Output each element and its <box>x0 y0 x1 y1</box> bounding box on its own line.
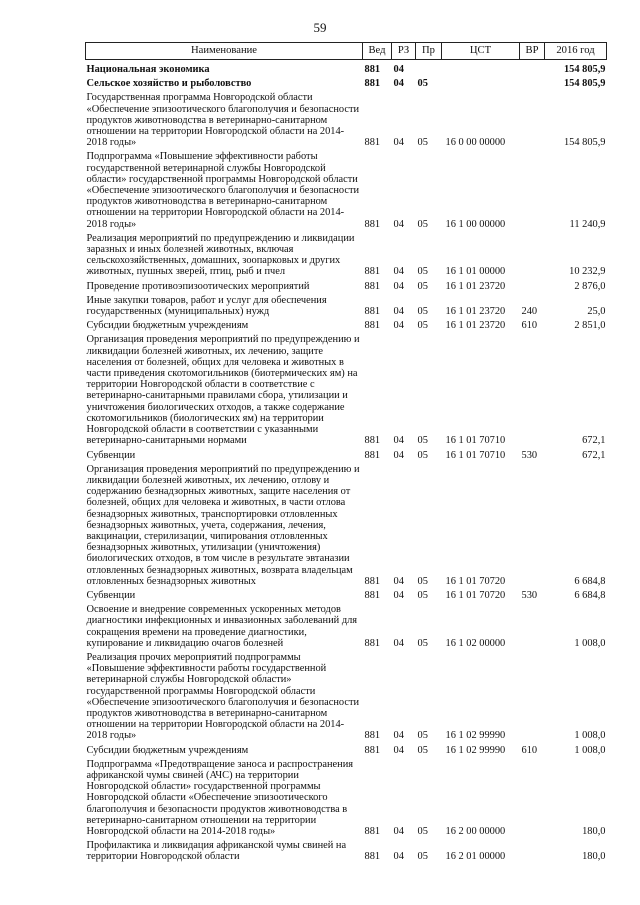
cell-vr: 530 <box>521 589 538 601</box>
cell-name: Государственная программа Новгородской области «Обеспечение эпизоотического благополучия и безопасности продуктов животноводства в ветеринарно-санитарном отношении на территории Новгородской области на 2014-2018 годы» <box>86 92 360 149</box>
cell-cst: 16 1 01 70710 <box>445 449 506 461</box>
cell-sum: 1 008,0 <box>574 744 606 756</box>
cell-cst: 16 1 01 23720 <box>445 320 506 332</box>
cell-ved: 881 <box>364 826 381 837</box>
cell-pr: 05 <box>417 137 428 149</box>
cell-pr: 05 <box>417 306 428 318</box>
cell-name: Освоение и внедрение современных ускоренных методов диагностики инфекционных и инвазионных заболеваний для сокращения времени на проведение диагностики, купирование и ликвидацию очагов болезней <box>86 604 358 649</box>
cell-vr <box>520 78 545 92</box>
cell-ved: 881 <box>364 306 381 318</box>
cell-name: Подпрограмма «Предотвращение заноса и распространения африканской чумы свиней (АЧС) на территории Новгородской области» государственной программы Новгородской области «Обеспечение эпизоотического благополучия и безопасности продуктов животноводства в ветеринарно-санитарном отношении на территории Новгородской области на 2014-2018 годы» <box>86 758 354 837</box>
cell-sum: 2 876,0 <box>574 280 606 292</box>
cell-rz: 04 <box>393 435 404 447</box>
cell-rz: 04 <box>393 575 404 587</box>
cell-pr: 05 <box>417 575 428 587</box>
cell-ved: 881 <box>364 78 381 90</box>
cell-name: Национальная экономика <box>86 64 210 75</box>
cell-ved: 881 <box>364 575 381 587</box>
table-row <box>86 334 607 449</box>
table-row <box>86 60 607 79</box>
cell-vr <box>520 151 545 232</box>
cell-ved: 881 <box>364 637 381 649</box>
table-row <box>86 295 607 320</box>
cell-ved: 881 <box>364 851 381 863</box>
cell-name: Субвенции <box>86 449 136 461</box>
table-row <box>86 78 607 92</box>
cell-rz: 04 <box>393 730 404 742</box>
cell-name: Профилактика и ликвидация африканской чумы свиней на территории Новгородской области <box>86 840 347 863</box>
cell-pr: 05 <box>417 280 428 292</box>
cell-vr <box>520 759 545 840</box>
cell-rz: 04 <box>393 851 404 863</box>
cell-sum: 11 240,9 <box>569 218 606 230</box>
cell-sum: 180,0 <box>582 851 606 863</box>
cell-vr <box>520 840 545 865</box>
cell-sum: 10 232,9 <box>569 266 606 278</box>
cell-sum: 1 008,0 <box>574 637 606 649</box>
table-row <box>86 151 607 232</box>
column-header-pr: Пр <box>416 43 442 60</box>
cell-pr: 05 <box>417 730 428 742</box>
cell-name: Субсидии бюджетным учреждениям <box>86 320 249 332</box>
cell-name: Реализация мероприятий по предупреждению и ликвидации заразных и иных болезней животных, включая сельскохозяйственных, домашних, зоопарковых и других животных, пушных зверей, птиц, рыб и пчел <box>86 232 355 278</box>
table-row <box>86 233 607 281</box>
cell-ved: 881 <box>364 266 381 278</box>
cell-name: Реализация прочих мероприятий подпрограммы «Повышение эффективности работы государственной ветеринарной службы Новгородской области» государственной программы Новгородской области «Обеспечение эпизоотического благополучия и безопасности продуктов животноводства в ветеринарно-санитарном отношении на территории Новгородской области на 2014-2018 годы» <box>86 651 360 742</box>
cell-ved: 881 <box>364 744 381 756</box>
cell-sum: 154 805,9 <box>563 78 606 90</box>
cell-ved: 881 <box>364 218 381 230</box>
cell-sum: 180,0 <box>582 826 606 837</box>
cell-cst: 16 1 01 23720 <box>445 306 506 318</box>
cell-sum: 1 008,0 <box>574 730 606 742</box>
cell-sum: 6 684,8 <box>574 575 606 587</box>
cell-pr: 05 <box>417 218 428 230</box>
cell-rz: 04 <box>393 744 404 756</box>
column-header-ved: Вед <box>363 43 392 60</box>
cell-pr: 05 <box>417 826 428 837</box>
cell-vr <box>520 233 545 281</box>
cell-ved: 881 <box>364 730 381 742</box>
cell-sum: 154 805,9 <box>563 137 606 149</box>
table-row <box>86 281 607 295</box>
cell-ved: 881 <box>364 589 381 601</box>
cell-cst: 16 0 00 00000 <box>445 137 506 149</box>
cell-rz: 04 <box>393 449 404 461</box>
cell-sum: 672,1 <box>582 449 606 461</box>
table-header-row <box>86 43 607 60</box>
cell-cst: 16 2 00 00000 <box>445 826 506 837</box>
cell-ved: 881 <box>364 449 381 461</box>
cell-ved: 881 <box>364 64 381 75</box>
column-header-rz: РЗ <box>392 43 416 60</box>
cell-rz: 04 <box>393 137 404 149</box>
cell-rz: 04 <box>393 320 404 332</box>
cell-vr <box>520 334 545 449</box>
cell-vr <box>520 60 545 79</box>
cell-pr: 05 <box>417 435 428 447</box>
cell-rz: 04 <box>393 78 404 90</box>
cell-rz: 04 <box>393 589 404 601</box>
cell-cst: 16 1 02 99990 <box>445 730 506 742</box>
cell-vr <box>520 281 545 295</box>
cell-vr <box>520 92 545 151</box>
cell-cst: 16 1 02 00000 <box>445 637 506 649</box>
cell-cst: 16 1 01 00000 <box>445 266 506 278</box>
cell-name: Иные закупки товаров, работ и услуг для обеспечения государственных (муниципальных) нужд <box>86 294 327 318</box>
cell-name: Проведение противоэпизоотических мероприятий <box>86 280 310 292</box>
cell-name: Субсидии бюджетным учреждениям <box>86 744 249 756</box>
cell-rz: 04 <box>393 64 404 75</box>
cell-cst: 16 1 00 00000 <box>445 218 506 230</box>
cell-ved: 881 <box>364 320 381 332</box>
cell-rz: 04 <box>393 637 404 649</box>
budget-table <box>85 42 607 866</box>
column-header-vr: ВР <box>520 43 545 60</box>
cell-vr <box>520 652 545 745</box>
cell-pr: 05 <box>417 320 428 332</box>
cell-rz: 04 <box>393 266 404 278</box>
cell-name: Субвенции <box>86 589 136 601</box>
table-row <box>86 450 607 464</box>
cell-name: Организация проведения мероприятий по предупреждению и ликвидации болезней животных, их лечению, защите населения от болезней, общих для человека и животных в части приведения скотомогильников (биотермических ям) на территории Новгородской области в соответствие с ветеринарно-санитарными правилами сбора, утилизации и уничтожения биологических отходов, а также содержание скотомогильников (биологических ям) на территории Новгородской области в соответствии с указанными ветеринарно-санитарными нормами <box>86 334 360 447</box>
column-header-sum: 2016 год <box>545 43 607 60</box>
cell-pr: 05 <box>417 744 428 756</box>
cell-pr: 05 <box>417 637 428 649</box>
cell-pr <box>416 60 442 79</box>
table-row <box>86 320 607 334</box>
cell-pr: 05 <box>417 266 428 278</box>
cell-cst: 16 2 01 00000 <box>445 851 506 863</box>
cell-pr: 05 <box>417 449 428 461</box>
page-number: 59 <box>313 20 327 35</box>
cell-sum: 6 684,8 <box>574 589 606 601</box>
cell-cst <box>442 60 520 79</box>
cell-cst: 16 1 01 70710 <box>445 435 506 447</box>
table-row <box>86 840 607 865</box>
cell-pr: 05 <box>417 851 428 863</box>
table-row <box>86 652 607 745</box>
table-row <box>86 604 607 652</box>
cell-sum: 25,0 <box>587 306 606 318</box>
table-row <box>86 759 607 840</box>
cell-cst <box>442 78 520 92</box>
cell-pr: 05 <box>417 78 428 90</box>
column-header-cst: ЦСТ <box>442 43 520 60</box>
cell-cst: 16 1 01 23720 <box>445 280 506 292</box>
table-row <box>86 92 607 151</box>
cell-ved: 881 <box>364 280 381 292</box>
cell-ved: 881 <box>364 137 381 149</box>
table-row <box>86 745 607 759</box>
cell-name: Организация проведения мероприятий по предупреждению и ликвидации болезней животных, их лечению, отлову и содержанию безнадзорных животных, защите населения от болезней, общих для человека и животных, в части отлова безнадзорных животных, транспортировки отловленных безнадзорных животных, учета, содержания, лечения, вакцинации, стерилизации, чипирования отловленных безнадзорных животных, утилизации (уничтожения) биологических отходов, в том числе в результате эвтаназии отловленных безнадзорных животных, возврата владельцам отловленных безнадзорных животных <box>86 463 360 587</box>
cell-pr: 05 <box>417 589 428 601</box>
cell-vr: 240 <box>521 306 538 318</box>
cell-vr: 610 <box>521 744 538 756</box>
cell-rz: 04 <box>393 218 404 230</box>
table-row <box>86 464 607 590</box>
cell-name: Сельское хозяйство и рыболовство <box>86 78 252 90</box>
cell-name: Подпрограмма «Повышение эффективности работы государственной ветеринарной службы Новгородской области» государственной программы Новгородской области «Обеспечение эпизоотического благополучия и безопасности продуктов животноводства в ветеринарно-санитарном отношении на территории Новгородской области на 2014-2018 годы» <box>86 151 360 230</box>
cell-rz: 04 <box>393 306 404 318</box>
cell-vr: 530 <box>521 449 538 461</box>
cell-vr: 610 <box>521 320 538 332</box>
cell-sum: 2 851,0 <box>574 320 606 332</box>
cell-rz: 04 <box>393 826 404 837</box>
cell-sum: 672,1 <box>582 435 606 447</box>
cell-ved: 881 <box>364 435 381 447</box>
table-row <box>86 590 607 604</box>
cell-sum: 154 805,9 <box>563 64 606 75</box>
cell-vr <box>520 604 545 652</box>
cell-cst: 16 1 01 70720 <box>445 589 506 601</box>
cell-vr <box>520 464 545 590</box>
cell-cst: 16 1 01 70720 <box>445 575 506 587</box>
cell-rz: 04 <box>393 280 404 292</box>
column-header-name: Наименование <box>86 43 363 60</box>
cell-cst: 16 1 02 99990 <box>445 744 506 756</box>
